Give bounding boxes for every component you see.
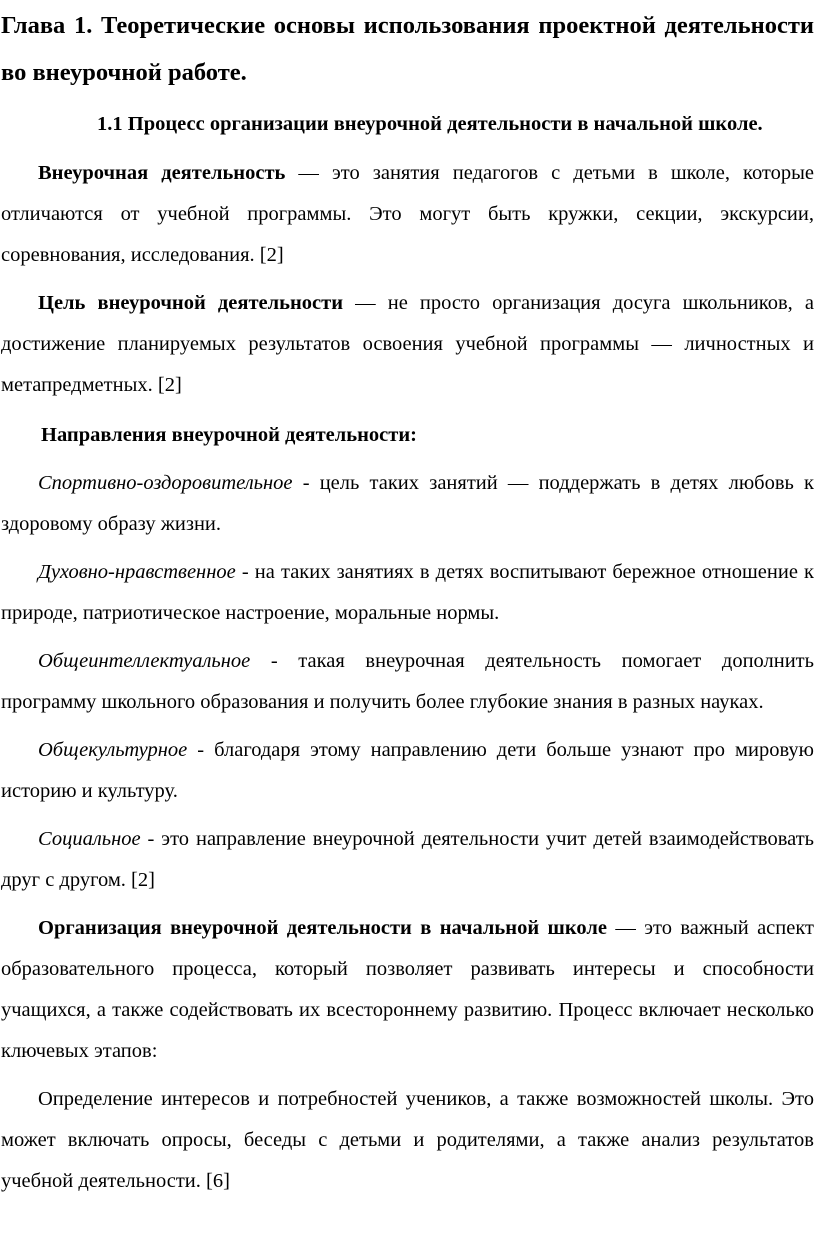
paragraph-stage-interests: Определение интересов и потребностей учеников, а также возможностей школы. Это может включать опросы, беседы с детьми и родителями, а также анализ результатов учебной деятельности. [6] <box>1 1088 814 1192</box>
paragraph-text: — это занятия педагогов с детьми в школе, которые отличаются от учебной программы. Это могут быть кружки, секции, экскурсии, соревнования, исследования. [2] <box>1 162 814 266</box>
chapter-title: Глава 1. Теоретические основы использования проектной деятельности во внеурочной работе. <box>1 12 814 86</box>
term-cultural: Общекультурное <box>38 739 188 761</box>
paragraph-text: - это направление внеурочной деятельности учит детей взаимодействовать друг с другом. [2] <box>1 828 814 891</box>
paragraph-organization <box>1 908 814 1072</box>
section-title: 1.1 Процесс организации внеурочной деятельности в начальной школе. <box>97 113 763 135</box>
term-extracurricular-activity: Внеурочная деятельность <box>38 162 286 184</box>
paragraph-definition <box>1 153 814 276</box>
paragraph-text: - цель таких занятий — поддержать в детях любовь к здоровому образу жизни. <box>1 472 814 535</box>
paragraph-text: - на таких занятиях в детях воспитывают бережное отношение к природе, патриотическое настроение, моральные нормы. <box>1 561 814 624</box>
term-organization: Организация внеурочной деятельности в начальной школе <box>38 917 607 939</box>
paragraph-goal <box>1 283 814 406</box>
directions-heading: Направления внеурочной деятельности: <box>41 424 417 446</box>
paragraph-text: - благодаря этому направлению дети больше узнают про мировую историю и культуру. <box>1 739 814 802</box>
direction-cultural <box>1 730 814 812</box>
paragraph-text: — это важный аспект образовательного процесса, который позволяет развивать интересы и способности учащихся, а также содействовать их всестороннему развитию. Процесс включает несколько ключевых этапов: <box>1 917 814 1062</box>
paragraph-text: - такая внеурочная деятельность помогает дополнить программу школьного образования и получить более глубокие знания в разных науках. <box>1 650 814 713</box>
term-intellectual: Общеинтеллектуальное <box>38 650 251 672</box>
term-goal: Цель внеурочной деятельности <box>38 292 344 314</box>
term-sports: Спортивно-оздоровительное <box>38 472 293 494</box>
direction-spiritual <box>1 552 814 634</box>
term-social: Социальное <box>38 828 141 850</box>
paragraph-text: — не просто организация досуга школьников, а достижение планируемых результатов освоения учебной программы — личностных и метапредметных. [2] <box>1 292 814 396</box>
term-spiritual: Духовно-нравственное <box>38 561 236 583</box>
direction-intellectual <box>1 641 814 723</box>
direction-social <box>1 819 814 901</box>
direction-sports <box>1 463 814 545</box>
